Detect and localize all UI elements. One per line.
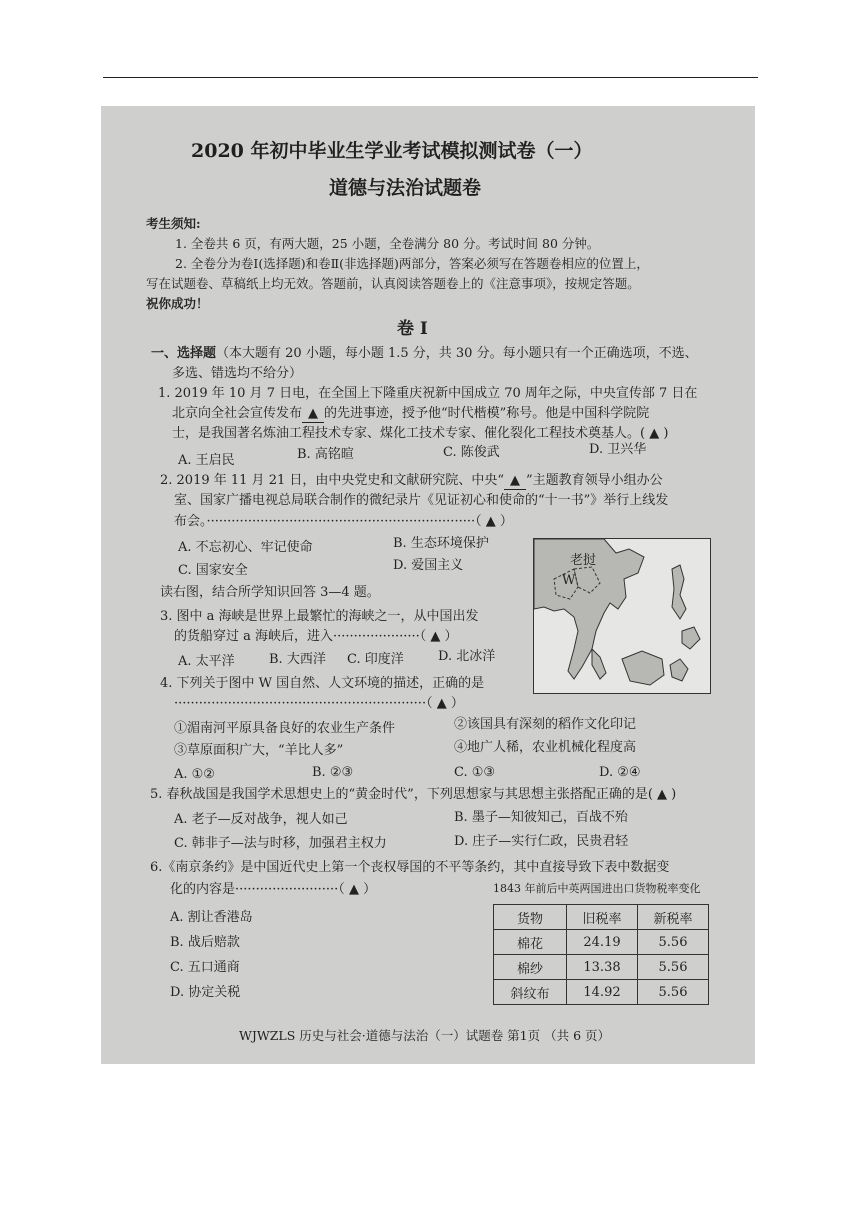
table-cell: 5.56 [638, 955, 709, 980]
top-rule [103, 77, 758, 78]
q3-line-1: 3. 图中 a 海峡是世界上最繁忙的海峡之一，从中国出发 [160, 609, 479, 624]
q5-option-b: B. 墨子—知彼知己，百战不殆 [454, 810, 628, 825]
tariff-table-caption: 1843 年前后中英两国进出口货物税率变化 [493, 882, 701, 895]
q2-blank: ▲ [504, 473, 526, 490]
table-cell: 24.19 [567, 930, 638, 955]
q3-option-c: C. 印度洋 [347, 652, 404, 667]
q4-statement-3: ③草原面积广大，“羊比人多” [174, 743, 344, 758]
map-label-laos: 老挝 [570, 553, 597, 568]
q5-option-c: C. 韩非子—法与时移，加强君主权力 [174, 836, 387, 851]
table-cell: 5.56 [638, 930, 709, 955]
q1-option-d: D. 卫兴华 [589, 442, 647, 457]
notice-item-3: 写在试题卷、草稿纸上均无效。答题前，认真阅读答题卷上的《注意事项》，按规定答题。 [146, 276, 640, 291]
q1-option-a: A. 王启民 [178, 453, 235, 468]
q4-option-c: C. ①③ [454, 765, 496, 780]
q1-line-3: 士，是我国著名炼油工程技术专家、煤化工技术专家、催化裂化工程技术奠基人。( ▲ ) [172, 426, 669, 441]
exam-title: 2020 年初中毕业生学业考试模拟测试卷（一） [191, 140, 593, 162]
q6-line-1: 6.《南京条约》是中国近代史上第一个丧权辱国的不平等条约，其中直接导致下表中数据变 [150, 860, 670, 875]
q6-option-b: B. 战后赔款 [170, 935, 240, 950]
q2-line-1 [160, 473, 663, 490]
table-cell: 5.56 [638, 980, 709, 1005]
q4-line-1: 4. 下列关于图中 W 国自然、人文环境的描述，正确的是 [160, 676, 485, 691]
q5-line-1: 5. 春秋战国是我国学术思想史上的“黄金时代”，下列思想家与其思想主张搭配正确的是( ▲ ) [150, 787, 677, 802]
q6-option-c: C. 五口通商 [170, 960, 240, 975]
table-header-row [494, 905, 709, 930]
page-footer: WJWZLS 历史与社会·道德与法治（一）试题卷 第1页 （共 6 页） [239, 1028, 611, 1043]
part-description: （本大题有 20 小题，每小题 1.5 分，共 30 分。每小题只有一个正确选项，不选、 [216, 346, 698, 361]
q4-option-d: D. ②④ [599, 765, 641, 780]
q3-option-d: D. 北冰洋 [438, 649, 496, 664]
q2-text-a: 2. 2019 年 11 月 21 日，由中央党史和文献研究院、中央“ [160, 473, 505, 488]
q1-option-b: B. 高铭暄 [297, 447, 354, 462]
table-header-cell: 货物 [494, 905, 567, 930]
map-graphic [534, 539, 710, 693]
table-row [494, 955, 709, 980]
q1-line-2 [172, 406, 649, 423]
table-row [494, 930, 709, 955]
q6-option-a: A. 割让香港岛 [170, 910, 253, 925]
q4-option-b: B. ②③ [312, 765, 354, 780]
q2-text-b: ”主题教育领导小组办公 [526, 473, 663, 488]
q2-option-a: A. 不忘初心、牢记使命 [178, 540, 313, 555]
q1-blank: ▲ [302, 406, 324, 423]
q2-line-3: 布会。·································································（ ▲ ） [174, 514, 513, 529]
q3-line-2: 的货船穿过 a 海峡后，进入·····················（ ▲ ） [174, 629, 458, 644]
part-label: 一、选择题 [151, 346, 217, 361]
notice-item-1: 1. 全卷共 6 页，有两大题，25 小题，全卷满分 80 分。考试时间 80 分钟。 [175, 236, 600, 251]
q2-option-c: C. 国家安全 [178, 563, 248, 578]
q6-line-2: 化的内容是·························（ ▲ ） [170, 882, 377, 897]
q4-option-a: A. ①② [174, 767, 215, 782]
q6-option-d: D. 协定关税 [170, 985, 241, 1000]
exam-page-photo [101, 106, 755, 1064]
q1-text-b: 的先进事迹，授予他“时代楷模”称号。他是中国科学院院 [324, 406, 650, 421]
table-cell: 棉纱 [494, 955, 567, 980]
table-row [494, 980, 709, 1005]
q2-option-b: B. 生态环境保护 [393, 536, 489, 551]
q5-option-a: A. 老子—反对战争，视人如己 [174, 812, 348, 827]
q4-statement-4: ④地广人稀，农业机械化程度高 [454, 740, 637, 755]
notice-label: 考生须知: [146, 216, 201, 231]
q4-statement-1: ①湄南河平原具备良好的农业生产条件 [174, 721, 396, 736]
notice-item-4: 祝你成功！ [146, 296, 209, 311]
part-description-2: 多选、错选均不给分） [172, 366, 303, 381]
notice-item-2: 2. 全卷分为卷Ⅰ(选择题)和卷Ⅱ(非选择题)两部分，答案必须写在答题卷相应的位置上， [175, 256, 649, 271]
tariff-table [493, 904, 709, 1005]
table-header-cell: 新税率 [638, 905, 709, 930]
q1-text-a: 北京向全社会宣传发布 [172, 406, 303, 421]
southeast-asia-map [533, 538, 711, 694]
exam-subtitle: 道德与法治试题卷 [329, 177, 482, 199]
table-cell: 斜纹布 [494, 980, 567, 1005]
table-header-cell: 旧税率 [567, 905, 638, 930]
table-cell: 棉花 [494, 930, 567, 955]
volume-title: 卷 Ⅰ [397, 319, 428, 339]
q3-option-a: A. 太平洋 [178, 654, 235, 669]
q4-statement-2: ②该国具有深刻的稻作文化印记 [454, 717, 637, 732]
map-label-w: W [562, 573, 576, 588]
part-heading [151, 346, 698, 362]
q5-option-d: D. 庄子—实行仁政，民贵君轻 [454, 834, 629, 849]
table-cell: 13.38 [567, 955, 638, 980]
table-cell: 14.92 [567, 980, 638, 1005]
q2-option-d: D. 爱国主义 [393, 558, 464, 573]
q1-option-c: C. 陈俊武 [443, 445, 500, 460]
map-question-intro: 读右图，结合所学知识回答 3—4 题。 [160, 585, 380, 600]
q1-line-1: 1. 2019 年 10 月 7 日电，在全国上下隆重庆祝新中国成立 70 周年之际，中央宣传部 7 日在 [158, 386, 698, 401]
q3-option-b: B. 大西洋 [269, 652, 326, 667]
q2-line-2: 室、国家广播电视总局联合制作的微纪录片《见证初心和使命的“十一书”》举行上线发 [174, 493, 669, 508]
q4-line-2: ·····························································（ ▲ ） [174, 696, 464, 711]
